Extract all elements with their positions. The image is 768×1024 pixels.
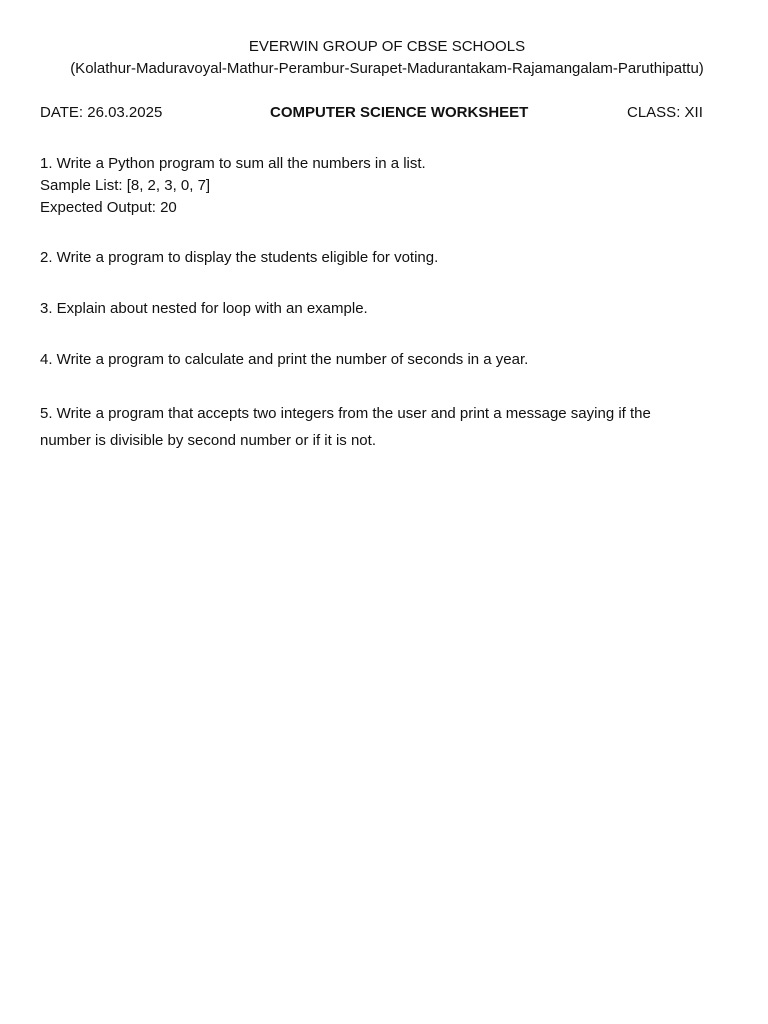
school-branches: (Kolathur-Maduravoyal-Mathur-Perambur-Surapet-Madurantakam-Rajamangalam-Paruthipattu) [70,60,704,77]
question-4-text: 4. Write a program to calculate and print the number of seconds in a year. [40,351,529,368]
worksheet-date: DATE: 26.03.2025 [40,104,163,121]
question-1-text: 1. Write a Python program to sum all the numbers in a list. [40,155,426,172]
question-3 [40,298,730,320]
question-5-text-line-2: number is divisible by second number or if it is not. [40,432,376,449]
question-list [40,153,730,454]
question-5 [40,400,730,454]
question-3-text: 3. Explain about nested for loop with an example. [40,300,368,317]
question-1 [40,153,730,219]
question-1-sample-list: Sample List: [8, 2, 3, 0, 7] [40,177,211,194]
question-5-text-line-1: 5. Write a program that accepts two integers from the user and print a message saying if the [40,405,651,422]
worksheet-title: COMPUTER SCIENCE WORKSHEET [270,104,529,121]
question-2 [40,247,730,269]
school-name: EVERWIN GROUP OF CBSE SCHOOLS [248,38,526,55]
question-2-text: 2. Write a program to display the students eligible for voting. [40,249,439,266]
question-1-expected-output: Expected Output: 20 [40,199,177,216]
question-4 [40,349,730,371]
worksheet-info-row [40,103,703,123]
worksheet-class: CLASS: XII [627,104,703,121]
